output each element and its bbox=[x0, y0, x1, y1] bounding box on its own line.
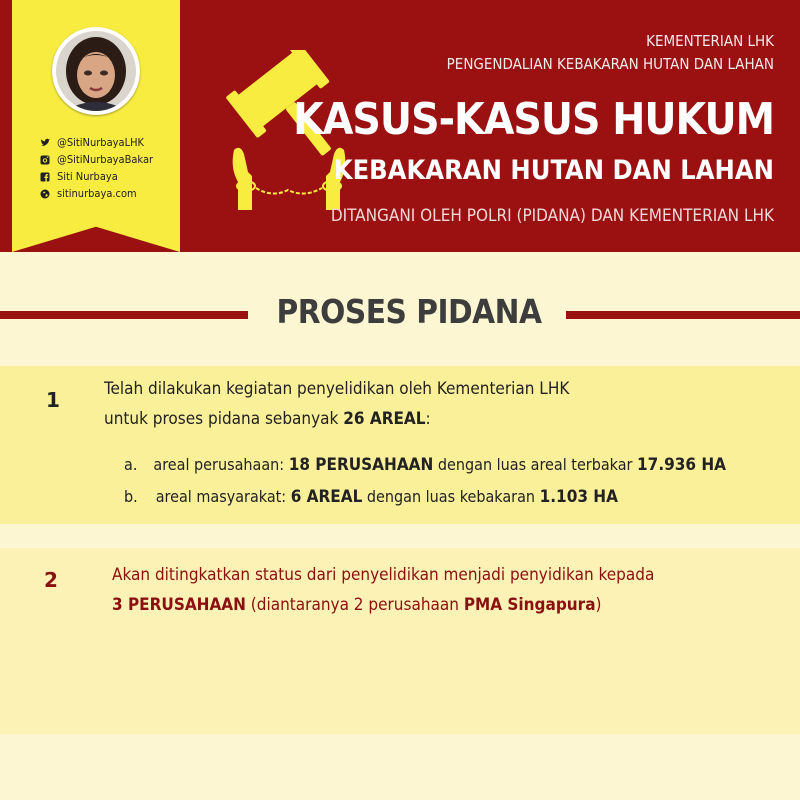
twitter-icon bbox=[40, 138, 50, 148]
subitem-a-marker: a. bbox=[124, 455, 138, 474]
item-2-line2: 3 PERUSAHAAN (diantaranya 2 perusahaan PMA Singapura) bbox=[112, 595, 602, 615]
item-1-number: 1 bbox=[46, 388, 60, 412]
social-facebook[interactable] bbox=[40, 168, 153, 185]
avatar bbox=[52, 27, 140, 115]
globe-icon bbox=[40, 189, 50, 199]
item-1-area-count: 26 AREAL bbox=[343, 409, 426, 429]
avatar-portrait bbox=[56, 31, 136, 111]
social-facebook-text: Siti Nurbaya bbox=[57, 170, 118, 183]
item-1-line2: untuk proses pidana sebanyak 26 AREAL: bbox=[104, 409, 431, 429]
item-2-number: 2 bbox=[44, 568, 58, 592]
social-links bbox=[40, 134, 153, 202]
item-2-text bbox=[112, 560, 654, 620]
subitem-a-company-count: 18 PERUSAHAAN bbox=[288, 455, 434, 475]
subitem-a: a. areal perusahaan: 18 PERUSAHAAN dengan luas areal terbakar 17.936 HA bbox=[124, 455, 727, 475]
social-twitter-text: @SitiNurbayaLHK bbox=[57, 136, 145, 149]
social-website[interactable] bbox=[40, 185, 153, 202]
subitem-a-area: 17.936 HA bbox=[637, 455, 727, 475]
social-twitter[interactable] bbox=[40, 134, 153, 151]
item-2-line1: Akan ditingkatkan status dari penyelidikan menjadi penyidikan kepada bbox=[112, 565, 655, 585]
section-title: PROSES PIDANA bbox=[276, 292, 542, 331]
divider-right bbox=[566, 311, 800, 319]
item-2-company-count: 3 PERUSAHAAN bbox=[112, 595, 246, 615]
subitem-b-area: 1.103 HA bbox=[539, 487, 618, 507]
facebook-icon bbox=[40, 172, 50, 182]
handled-by-note: DITANGANI OLEH POLRI (PIDANA) DAN KEMENTERIAN LHK bbox=[330, 206, 774, 226]
subitem-b: b. areal masyarakat: 6 AREAL dengan luas kebakaran 1.103 HA bbox=[124, 487, 618, 507]
social-instagram-text: @SitiNurbayaBakar bbox=[57, 153, 154, 166]
item-2-pma-singapura: PMA Singapura bbox=[463, 595, 596, 615]
social-website-text: sitinurbaya.com bbox=[57, 187, 137, 200]
subitem-b-area-count: 6 AREAL bbox=[290, 487, 363, 507]
organization-name: KEMENTERIAN LHK bbox=[646, 32, 774, 50]
page-title: KASUS-KASUS HUKUM bbox=[293, 94, 774, 145]
program-name: PENGENDALIAN KEBAKARAN HUTAN DAN LAHAN bbox=[446, 55, 774, 73]
instagram-icon bbox=[40, 155, 50, 165]
item-1-text bbox=[104, 374, 569, 434]
social-instagram[interactable] bbox=[40, 151, 153, 168]
subitem-b-marker: b. bbox=[124, 487, 138, 506]
divider-left bbox=[0, 311, 248, 319]
page-subtitle: KEBAKARAN HUTAN DAN LAHAN bbox=[333, 155, 774, 186]
item-1-line1: Telah dilakukan kegiatan penyelidikan oleh Kementerian LHK bbox=[104, 379, 570, 399]
